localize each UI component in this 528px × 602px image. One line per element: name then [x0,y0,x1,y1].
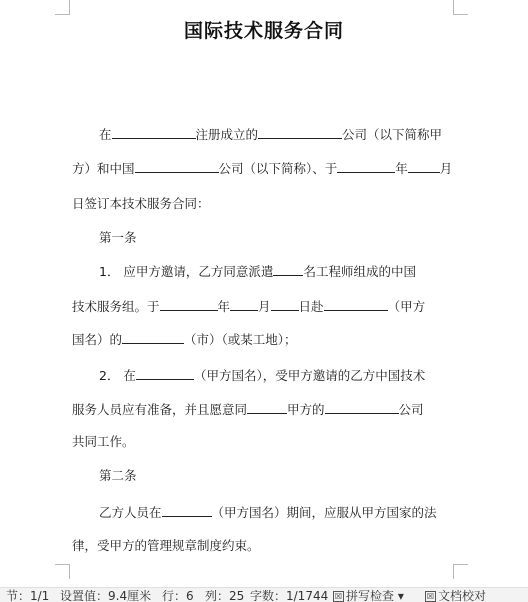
text-run: 第一条 [99,230,137,245]
text-run: 日签订本技术服务合同： [72,196,210,211]
fill-in-blank[interactable] [112,125,196,139]
text-run: 第二条 [99,468,137,483]
proofread-checkbox-icon: ☒ [426,592,435,601]
text-run: 公司（以下简称甲 [342,127,443,142]
text-run: （甲方国名），受甲方邀请的乙方中国技术 [193,368,426,383]
fill-in-blank[interactable] [324,297,388,311]
text-run: 乙方人员在 [99,505,162,520]
text-run: 服务人员应有准备，并且愿意同 [72,402,248,417]
paragraph-line[interactable] [72,400,462,419]
crop-mark-bottom-right [453,564,468,579]
section-indicator[interactable]: 节：1/1 [6,589,50,602]
paragraph-line[interactable] [72,366,489,385]
text-run: 公司（以下简称）、于 [218,161,338,176]
paragraph-line[interactable] [72,503,489,522]
text-run: 国名）的 [72,332,123,347]
fill-in-blank[interactable] [160,297,218,311]
column-indicator[interactable]: 列：25 [205,589,245,602]
fill-in-blank[interactable] [122,330,184,344]
status-bar [0,587,528,602]
text-run: 月 [258,299,271,314]
text-run: 公司 [398,402,424,417]
paragraph-line[interactable] [72,297,462,316]
fill-in-blank[interactable] [136,366,194,380]
text-run: 年 [395,161,408,176]
fill-in-blank[interactable] [247,400,287,414]
text-run: （市）（或某工地）； [184,332,297,347]
text-run: 日赴 [298,299,324,314]
fill-in-blank[interactable] [230,297,258,311]
article-heading[interactable] [72,229,489,247]
text-run: （甲方国名）期间，应服从甲方国家的法 [211,505,437,520]
text-run: 1． 应甲方邀请，乙方同意派遣 [99,264,274,279]
text-run: 在 [99,127,112,142]
spellcheck-checkbox-icon: ☒ [334,592,343,601]
fill-in-blank[interactable] [273,262,303,276]
article-heading[interactable] [72,467,489,485]
fill-in-blank[interactable] [408,159,440,173]
text-run: 月 [439,161,453,176]
word-count[interactable]: 字数：1/1744 [250,589,329,602]
paragraph-line[interactable] [72,537,462,555]
fill-in-blank[interactable] [135,159,219,173]
document-title: 国际技术服务合同 [183,20,344,42]
setting-value[interactable]: 设置值：9.4厘米 [60,589,152,602]
paragraph-line[interactable] [72,195,462,213]
paragraph-line[interactable] [72,159,462,178]
row-indicator[interactable]: 行：6 [162,589,194,602]
proofread-label: 文档校对 [438,589,487,602]
paragraph-line[interactable] [72,330,462,349]
text-run: 年 [217,299,231,314]
text-run: 甲方的 [287,402,325,417]
text-run: 律，受甲方的管理规章制度约束。 [72,538,260,553]
text-run: 名工程师组成的中国 [303,264,416,279]
text-run: 注册成立的 [195,127,259,142]
text-run: 技术服务组。于 [72,299,160,314]
crop-mark-top-left [55,0,70,15]
text-run: （甲方 [387,299,426,314]
fill-in-blank[interactable] [271,297,299,311]
chevron-down-icon: ▾ [397,589,404,602]
fill-in-blank[interactable] [162,503,212,517]
fill-in-blank[interactable] [337,159,395,173]
paragraph-line[interactable] [72,433,462,451]
paragraph-line[interactable] [72,125,489,144]
crop-mark-top-right [453,0,468,15]
text-run: 2． 在 [99,368,136,383]
paragraph-line[interactable] [72,262,489,281]
spellcheck-label: 拼写检查 [346,589,395,602]
crop-mark-bottom-left [55,564,70,579]
fill-in-blank[interactable] [258,125,342,139]
text-run: 方）和中国 [72,161,135,176]
text-run: 共同工作。 [72,434,135,449]
spellcheck-button[interactable] [333,589,404,602]
proofread-button[interactable] [425,589,486,602]
fill-in-blank[interactable] [325,400,399,414]
